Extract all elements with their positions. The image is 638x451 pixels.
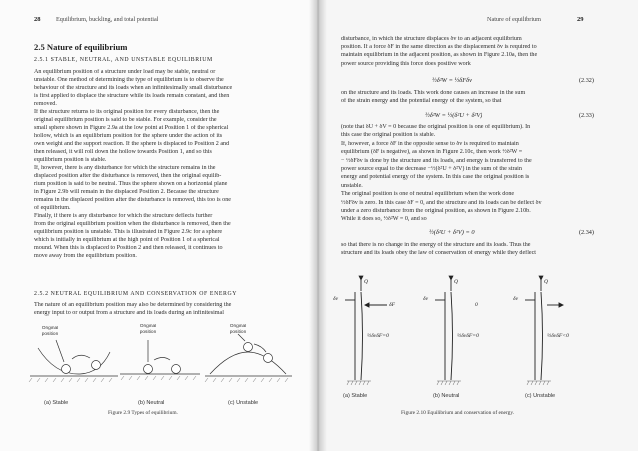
text-line: power source providing this force does positive work [341,60,471,67]
fig210-load-c: Q [544,279,549,285]
text-line: unstable. [341,182,363,189]
figure-2-9-drawing [0,0,317,451]
subsection-title-1: 2.5.1 STABLE, NEUTRAL, AND UNSTABLE EQUILIBRIUM [34,57,213,63]
text-line: While it does so, ½δ²W = 0, and so [341,216,427,223]
text-line: equilibrium (δF is negative), as shown in Figure 2.10c, then work ½δ²W = [341,149,523,156]
page-number-left: 28 [34,16,41,23]
running-head-left: Equilibrium, buckling, and total potential [56,16,159,23]
running-head-right: Nature of equilibrium [487,16,541,23]
text-line: hollow, which is an equilibrium position for the sphere under the action of its [34,133,223,139]
text-line: If, however, a force δF in the opposite sense to δv is required to maintain [341,140,519,147]
text-line: this case the original position is stable. [341,132,436,139]
text-line: under a zero disturbance from the original position, as shown in Figure 2.10b. [341,208,531,214]
equation-2-34-number: (2.34) [579,229,594,236]
fig29-caption: Figure 2.9 Types of equilibrium. [108,410,178,416]
text-line: behaviour of the structure and its loads when an infinitesimally small disturbance [34,85,233,91]
text-line: which is initially in equilibrium at the high point of Position 1 of a spherical [34,237,220,243]
fig29-sub-b: (b) Neutral [138,400,165,406]
fig210-load-a: Q [364,279,369,285]
equation-2-33: ½δ²W = ½(δ²U + δ²V) [425,112,483,119]
equation-2-34: ½(δ²U + δ²V) = 0 [429,229,475,236]
text-line: then released, it will roll down the hollow towards Position 1, and so this [34,149,212,155]
fig29-sub-a: (a) Stable [44,400,69,406]
fig210-disp-b: δv [423,296,429,302]
fig210-label-b: ½δvδF=0 [457,333,479,339]
text-line: equilibrium position is unstable. This is illustrated in Figure 2.9c for a sphere [34,229,223,235]
text-line: equilibrium position is stable. [34,157,107,163]
fig210-force-a: δF [389,302,396,308]
fig210-disp-a: δv [333,296,339,302]
text-line: rium position is said to be neutral. Thus the sphere shown on a horizontal plane [34,181,228,187]
text-line: in Figure 2.9b will remain in the displaced Position 2. Because the structure [34,189,219,195]
text-line: on the structure and its loads. This work done causes an increase in the sum [341,90,526,96]
fig210-force-b: 0 [475,302,478,308]
text-line: − ½δFδv is done by the structure and its loads, and energy is transferred to the [341,157,532,164]
text-line: displaced position after the disturbance is removed, then the original equilib- [34,173,222,179]
right-page [317,0,638,451]
text-line: ½δFδv is zero. In this case δF = 0, and the structure and its loads can be deflect δv [341,199,542,206]
text-line: so that there is no change in the energy of the structure and its loads. Thus the [341,242,531,248]
text-line: The nature of an equilibrium position may also be determined by considering the [34,302,232,308]
text-line: original equilibrium position is said to be stable. For example, consider the [34,117,217,123]
book-gutter [309,0,327,451]
left-page [0,0,317,451]
text-line: structure and its loads obey the law of conservation of energy while they deflect [341,250,536,257]
text-line: energy input to or output from a structure and its loads during an infinitesimal [34,310,224,316]
section-title: 2.5 Nature of equilibrium [34,42,128,52]
text-line: small sphere shown in Figure 2.9a at the low point at Position 1 of the spherical [34,125,229,131]
fig210-label-c: ½δvδF<0 [547,333,569,339]
fig210-caption: Figure 2.10 Equilibrium and conservation of energy. [401,410,515,416]
equation-2-32: ½δ²W = ½δFδv [432,77,472,84]
text-line: energy and potential energy of the system. In this case the original position is [341,174,530,181]
text-line: The original position is one of neutral equilibrium when the work done [341,191,515,198]
text-line: own weight and the support reaction. If the sphere is displaced to Position 2 and [34,141,230,147]
text-line: disturbance, in which the structure displaces δv to an adjacent equilibrium [341,36,522,42]
text-line: An equilibrium position of a structure under load may be stable, neutral or [34,69,216,75]
text-line: removed. [34,101,57,107]
original-position-label-c: Original position [229,324,247,335]
text-line: Finally, if there is any disturbance for which the structure deflects further [34,213,213,219]
text-line: If the structure returns to its original position for every disturbance, then the [34,109,220,115]
page-number-right: 29 [577,16,584,23]
fig210-sub-c: (c) Unstable [525,393,556,399]
text-line: power source equal to the decrease −½(δ²U + δ²V) in the sum of the strain [341,166,522,172]
text-line: from the original equilibrium position when the disturbance is removed, then the [34,221,231,227]
original-position-label-b: Original position [139,324,157,335]
text-line: unstable. One method of determining the type of equilibrium is to observe the [34,77,224,83]
text-line: of the strain energy and the potential energy of the system, so that [341,98,502,105]
text-line: remains in the displaced position after the disturbance is removed, this too is one [34,197,231,203]
fig210-sub-a: (a) Stable [343,393,368,399]
equation-2-32-number: (2.32) [579,77,594,84]
text-line: (note that δU + δV = 0 because the original position is one of equilibrium). In [341,124,531,130]
original-position-label-a: Original position [41,326,59,337]
fig29-sub-c: (c) Unstable [228,400,259,406]
text-line: of equilibrium. [34,205,71,211]
text-line: If, however, there is any disturbance for which the structure remains in the [34,165,216,171]
text-line: is first applied to displace the structure while its loads remain constant, and then [34,93,230,99]
fig210-load-b: Q [454,279,459,285]
fig210-sub-b: (b) Neutral [433,393,460,399]
text-line: mound. When this is displaced to Position 2 and then released, it continues to [34,245,223,251]
fig210-disp-c: δv [513,296,519,302]
text-line: move away from the equilibrium position. [34,253,137,259]
text-line: position. If a force δF in the same direction as the displacement δv is required to [341,44,537,51]
equation-2-33-number: (2.33) [579,112,594,119]
fig210-label-a: ½δvδF=0 [367,333,389,339]
subsection-title-2: 2.5.2 NEUTRAL EQUILIBRIUM AND CONSERVATION OF ENERGY [34,291,238,297]
text-line: maintain equilibrium in the adjacent position, as shown in Figure 2.10a, then the [341,52,538,59]
figure-2-10-drawing [317,0,638,451]
